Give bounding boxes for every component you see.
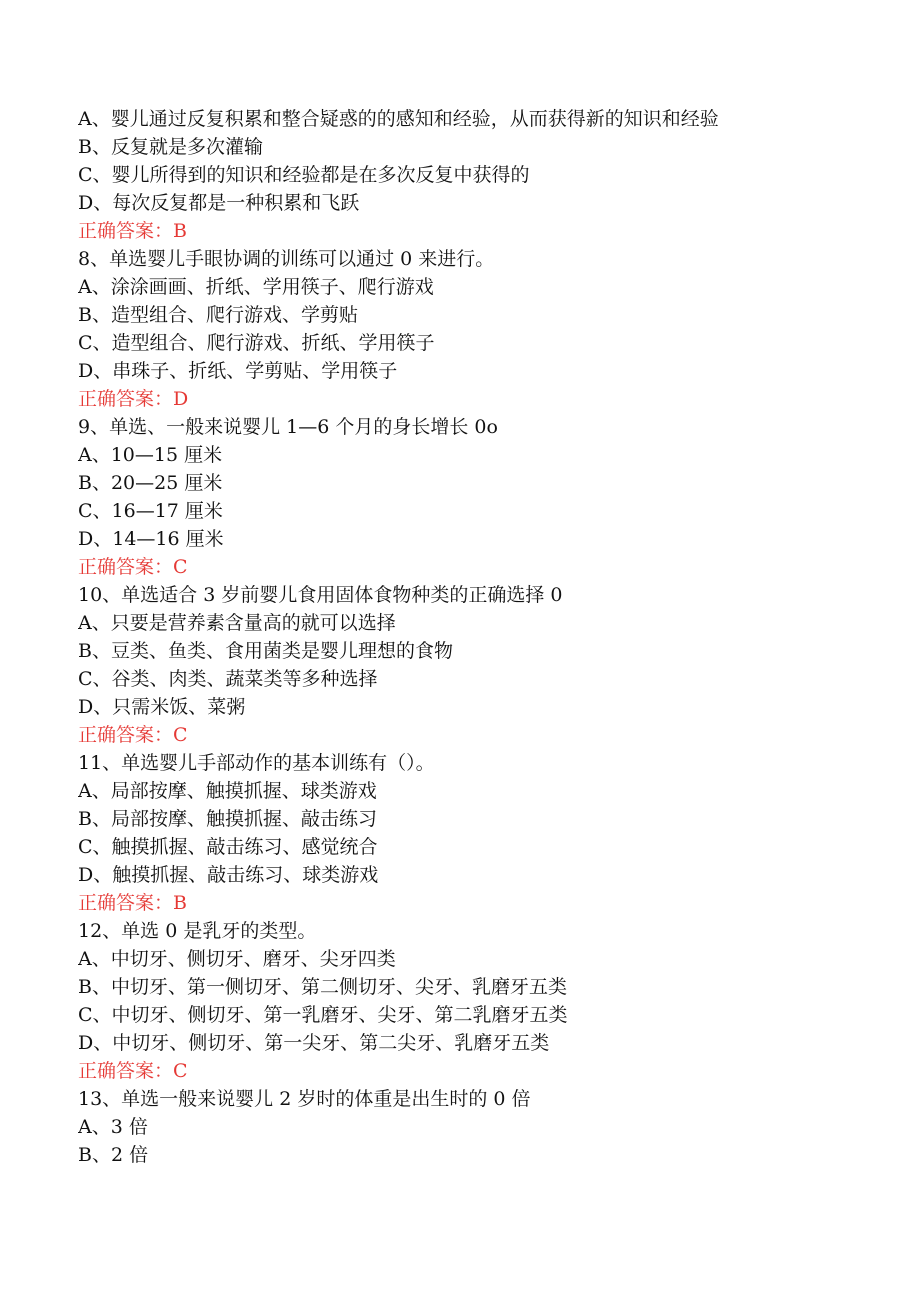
answer-line: 正确答案：B: [78, 220, 187, 242]
option-line: A、婴儿通过反复积累和整合疑惑的的感知和经验，从而获得新的知识和经验: [78, 108, 719, 130]
option-line: A、3 倍: [78, 1116, 148, 1138]
option-line: A、涂涂画画、折纸、学用筷子、爬行游戏: [78, 276, 434, 298]
option-line: C、婴儿所得到的知识和经验都是在多次反复中获得的: [78, 164, 530, 186]
option-line: C、触摸抓握、敲击练习、感觉统合: [78, 836, 378, 858]
option-line: B、局部按摩、触摸抓握、敲击练习: [78, 808, 377, 830]
option-line: A、中切牙、侧切牙、磨牙、尖牙四类: [78, 948, 396, 970]
option-line: B、反复就是多次灌输: [78, 136, 263, 158]
option-line: D、每次反复都是一种积累和飞跃: [78, 192, 360, 214]
option-line: D、14—16 厘米: [78, 528, 224, 550]
question-line: 8、单选婴儿手眼协调的训练可以通过 0 来进行。: [78, 248, 495, 270]
option-line: A、10—15 厘米: [78, 444, 223, 466]
option-line: B、中切牙、第一侧切牙、第二侧切牙、尖牙、乳磨牙五类: [78, 976, 567, 998]
answer-line: 正确答案：B: [78, 892, 187, 914]
option-line: C、谷类、肉类、蔬菜类等多种选择: [78, 668, 378, 690]
question-line: 10、单选适合 3 岁前婴儿食用固体食物种类的正确选择 0: [78, 584, 563, 606]
question-line: 11、单选婴儿手部动作的基本训练有（）。: [78, 752, 435, 774]
option-line: C、造型组合、爬行游戏、折纸、学用筷子: [78, 332, 435, 354]
question-line: 12、单选 0 是乳牙的类型。: [78, 920, 317, 942]
answer-line: 正确答案：D: [78, 388, 189, 410]
question-line: 13、单选一般来说婴儿 2 岁时的体重是出生时的 0 倍: [78, 1088, 531, 1110]
document-page: [78, 105, 878, 1169]
option-line: B、20—25 厘米: [78, 472, 223, 494]
option-line: C、16—17 厘米: [78, 500, 223, 522]
option-line: A、只要是营养素含量高的就可以选择: [78, 612, 396, 634]
option-line: B、豆类、鱼类、食用菌类是婴儿理想的食物: [78, 640, 453, 662]
answer-line: 正确答案：C: [78, 1060, 188, 1082]
option-line: D、只需米饭、菜粥: [78, 696, 246, 718]
option-line: B、2 倍: [78, 1144, 149, 1166]
option-line: C、中切牙、侧切牙、第一乳磨牙、尖牙、第二乳磨牙五类: [78, 1004, 568, 1026]
option-line: B、造型组合、爬行游戏、学剪贴: [78, 304, 358, 326]
question-line: 9、单选、一般来说婴儿 1—6 个月的身长增长 0o: [78, 416, 498, 438]
option-line: D、中切牙、侧切牙、第一尖牙、第二尖牙、乳磨牙五类: [78, 1032, 550, 1054]
answer-line: 正确答案：C: [78, 724, 188, 746]
option-line: D、触摸抓握、敲击练习、球类游戏: [78, 864, 379, 886]
option-line: D、串珠子、折纸、学剪贴、学用筷子: [78, 360, 398, 382]
option-line: A、局部按摩、触摸抓握、球类游戏: [78, 780, 377, 802]
answer-line: 正确答案：C: [78, 556, 188, 578]
